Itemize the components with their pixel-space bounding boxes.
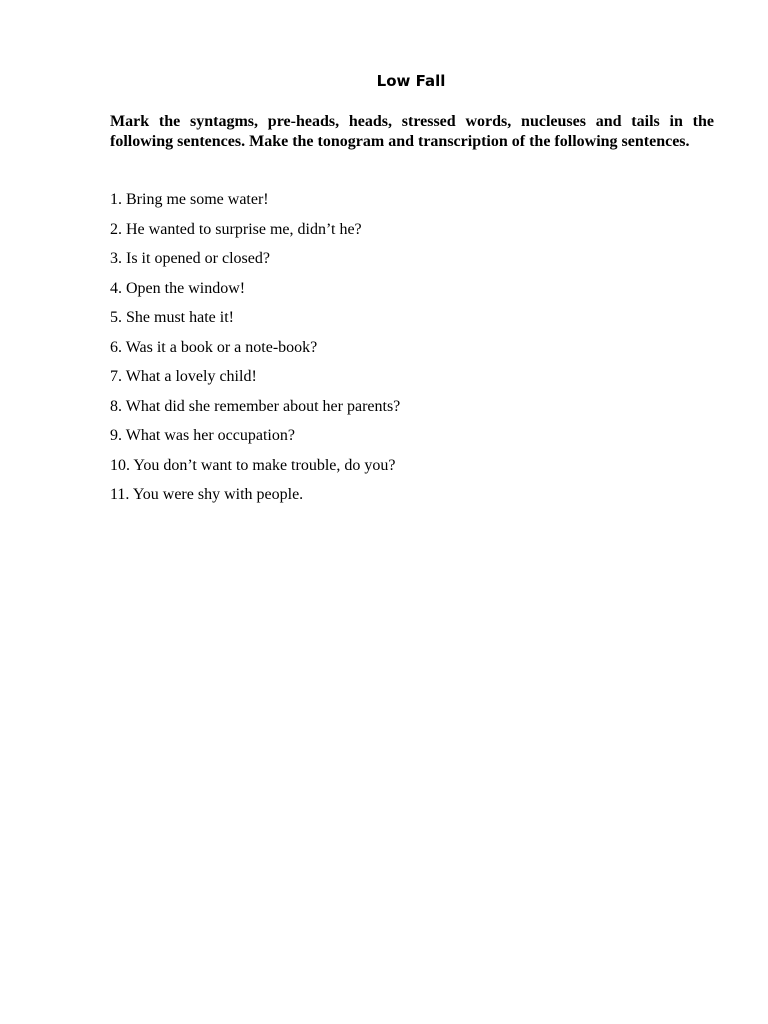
sentence-item: 7. What a lovely child! [110,368,257,385]
sentence-item: 9. What was her occupation? [110,427,295,444]
sentence-item: 11. You were shy with people. [110,486,304,503]
sentence-item: 5. She must hate it! [110,309,234,326]
sentence-item: 3. Is it opened or closed? [110,250,270,267]
exercise-instructions: Mark the syntagms, pre-heads, heads, stressed words, nucleuses and tails in the following sentences. Make the tonogram and transcription of the following sentences. [110,113,714,150]
sentence-item: 6. Was it a book or a note-book? [110,338,318,356]
sentence-item: 4. Open the window! [110,279,246,297]
page-title: Low Fall [376,72,446,90]
sentence-item: 8. What did she remember about her parents? [110,397,401,415]
sentence-item: 2. He wanted to surprise me, didn’t he? [110,220,362,238]
sentence-item: 1. Bring me some water! [110,191,269,208]
sentence-list [110,189,714,514]
sentence-item: 10. You don’t want to make trouble, do you? [110,456,396,474]
